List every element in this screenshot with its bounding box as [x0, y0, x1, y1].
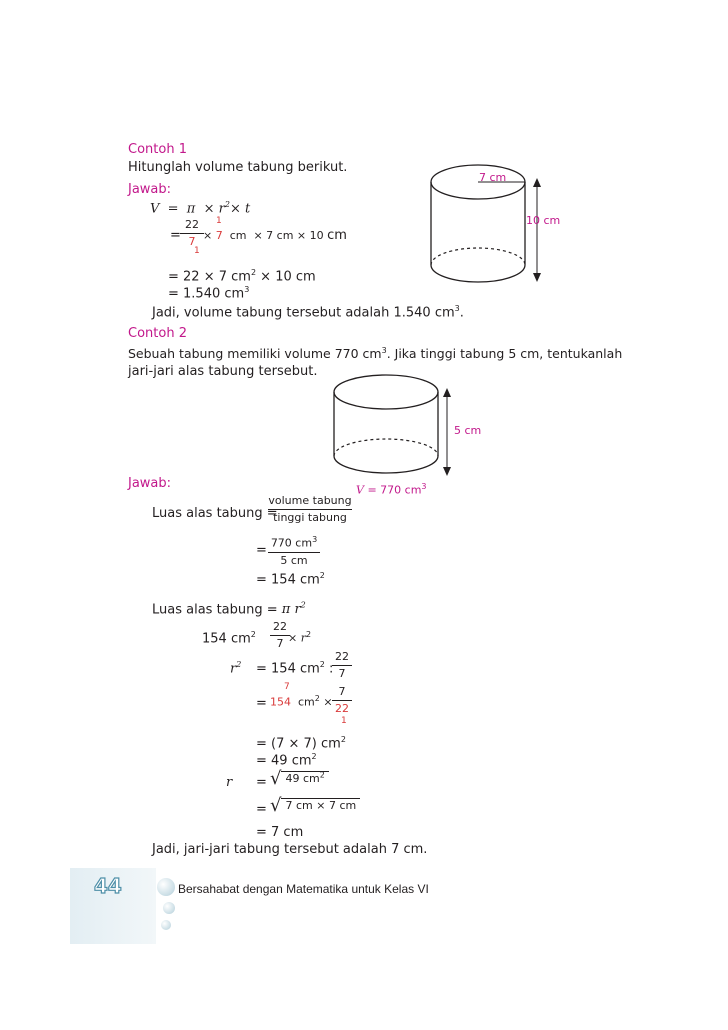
cylinder2-figure	[330, 366, 460, 486]
sqrt49: √ 49 $cm^2$	[270, 768, 329, 789]
example2-question-line1: Sebuah tabung memiliki volume 770 $cm^3$. Jika tinggi tabung 5 cm, tentukanlah	[128, 346, 623, 362]
r2-fraction: 22 7	[332, 650, 352, 681]
cancel-154: 154 $cm^2$ ×	[270, 694, 333, 709]
cylinder1-height-label: 10 cm	[526, 214, 561, 227]
cylinder2-height-label: 5 cm	[454, 424, 482, 437]
page-number: 44	[94, 874, 122, 898]
r2-label: $r^2$	[230, 660, 242, 677]
example2-question-line2: jari-jari alas tabung tersebut.	[128, 364, 318, 379]
decor-bubble-2	[163, 902, 175, 914]
sqrt49-equals: =	[256, 775, 267, 790]
step1-rest: × 7 cm × 7 cm × 10 cm	[203, 228, 347, 243]
cancel-bot-1: 1	[341, 716, 347, 726]
luas-label-2: Luas alas tabung = π $r^2$	[152, 601, 306, 618]
step-a-equals: =	[256, 543, 267, 558]
step-49: = 49 $cm^2$	[256, 752, 317, 769]
step1-fraction: 22 7	[180, 218, 204, 249]
example1-answer-label: Jawab:	[128, 182, 172, 197]
eq-154: 154 $cm^2$	[202, 630, 256, 647]
volume-formula: $V = \pi \times r^2\times t$	[150, 200, 251, 217]
step1-cancel-top: 1	[216, 216, 222, 226]
example2-conclusion: Jadi, jari-jari tabung tersebut adalah 7 cm.	[152, 842, 428, 857]
book-title: Bersahabat dengan Matematika untuk Kelas VI	[178, 882, 429, 896]
cancel-equals: =	[256, 696, 267, 711]
step-b: = 154 $cm^2$	[256, 571, 325, 588]
times-r2: × $r^2$	[288, 630, 312, 645]
step-7x7: = (7 × 7) $cm^2$	[256, 735, 346, 752]
sqrt7x7-equals: =	[256, 802, 267, 817]
sqrt7x7: √ 7 cm × 7 cm	[270, 795, 360, 816]
result: = 7 cm	[256, 825, 304, 840]
example2-heading: Contoh 2	[128, 326, 187, 341]
cylinder2-volume-label: V = 770 $cm^3$	[356, 482, 427, 497]
eq-22-over-7: 22 7	[270, 620, 290, 651]
example1-question: Hitunglah volume tabung berikut.	[128, 160, 348, 175]
cylinder1-figure	[420, 160, 600, 310]
example1-heading: Contoh 1	[128, 142, 187, 157]
step1-equals: =	[170, 228, 181, 243]
r-label: r	[226, 775, 233, 790]
example2-answer-label: Jawab:	[128, 476, 172, 491]
luas-fraction: volume tabung tinggi tabung	[268, 494, 352, 524]
decor-bubble-3	[161, 920, 171, 930]
example1-conclusion: Jadi, volume tabung tersebut adalah 1.540 $cm^3$.	[152, 304, 464, 321]
cancel-top-7: 7	[284, 682, 290, 692]
step-a-fraction: 770 $cm^3$ 5 cm	[268, 533, 320, 568]
cylinder1-radius-label: 7 cm	[479, 171, 507, 184]
step1-cancel-bot: 1	[194, 246, 200, 256]
step2: = 22 × 7 $cm^2 \times 10$ cm	[168, 268, 316, 285]
decor-bubble-1	[157, 878, 175, 896]
luas-label-1: Luas alas tabung =	[152, 506, 278, 521]
step3: = 1.540 $cm^3$	[168, 285, 250, 302]
r2-step: = 154 $cm^2$ :	[256, 660, 334, 677]
cancel-fraction: 7 22	[332, 685, 352, 716]
